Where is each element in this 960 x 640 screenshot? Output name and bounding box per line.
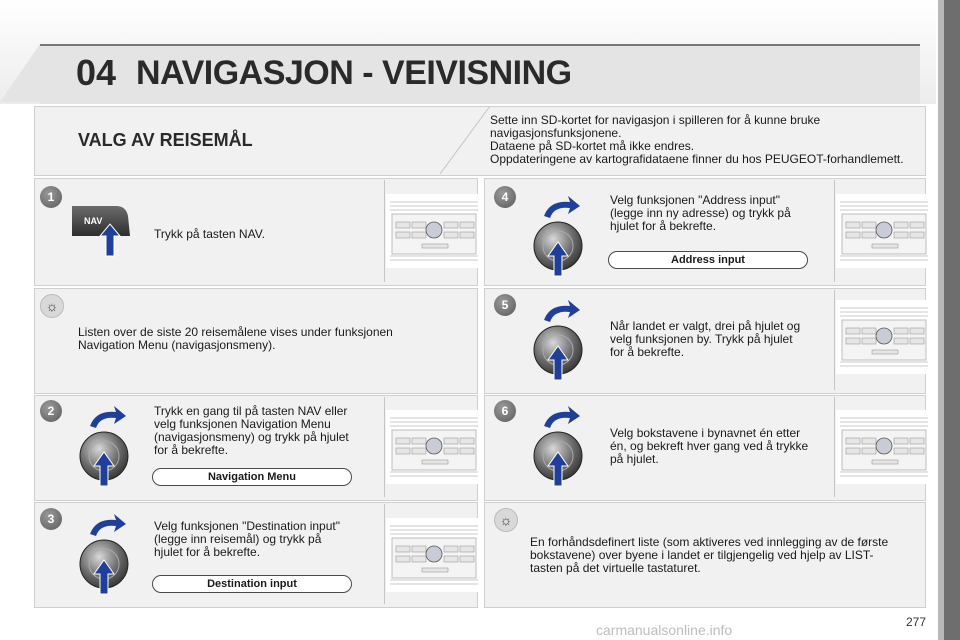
right-edge-stripe [944,0,960,640]
text-line: bokstavene) over byene i landet er tilgjengelig ved hjelp av LIST- [530,548,874,562]
text-line: for å bekrefte. [154,443,229,457]
text-line: (legge inn ny adresse) og trykk på [610,206,791,220]
rotary-knob-icon [76,510,132,596]
radio-panel-thumbnail [836,194,932,268]
text-line: Navigation Menu (navigasjonsmeny). [78,338,276,352]
destination-input-label: Destination input [152,575,352,593]
step-3-divider [384,504,385,604]
rotary-knob-icon [530,402,586,488]
step-5-number: 5 [494,294,516,316]
step-5-divider [834,290,835,390]
step-2-divider [384,397,385,497]
intro-line: Dataene på SD-kortet må ikke endres. [490,139,695,153]
step-3-number: 3 [40,508,62,530]
radio-panel-thumbnail [386,518,482,592]
rotary-knob-icon [530,192,586,278]
address-input-label: Address input [608,251,808,269]
chapter-number: 04 [76,52,117,93]
text-line: velg funksjonen Navigation Menu [154,417,331,431]
step-2-text [154,405,380,457]
rotary-knob-icon [76,402,132,488]
step-4-number: 4 [494,186,516,208]
step-2-number: 2 [40,400,62,422]
step-1-number: 1 [40,186,62,208]
tip-2-bulb-icon: ☼ [494,508,518,532]
text-line: Velg funksjonen "Destination input" [154,519,340,533]
text-line: hjulet for å bekrefte. [154,545,261,559]
text-line: (navigasjonsmeny) og trykk på hjulet [154,430,349,444]
page-title: NAVIGASJON - VEIVISNING [136,54,572,92]
intro-line: Oppdateringene av kartografidataene finner du hos PEUGEOT-forhandlemett. [490,152,904,166]
text-line: Trykk på tasten NAV. [154,227,265,241]
watermark: carmanualsonline.info [596,622,733,638]
step-4-divider [834,180,835,282]
step-6-text [610,427,834,466]
text-line: hjulet for å bekrefte. [610,219,717,233]
text-line: Velg funksjonen "Address input" [610,193,780,207]
step-4-text [610,194,834,233]
tip-1-bulb-icon: ☼ [40,294,64,318]
text-line: Velg bokstavene i bynavnet én etter [610,426,801,440]
text-line: (legge inn reisemål) og trykk på [154,532,322,546]
text-line: Trykk en gang til på tasten NAV eller [154,404,348,418]
page-number: 277 [906,615,927,629]
intro-text [490,114,930,166]
text-line: Listen over de siste 20 reisemålene vises under funksjonen [78,325,393,339]
intro-line: navigasjonsfunksjonene. [490,126,622,140]
text-line: på hjulet. [610,452,659,466]
step-6-divider [834,397,835,497]
text-line: En forhåndsdefinert liste (som aktiveres ved innlegging av de første [530,535,889,549]
text-line: én, og bekreft hver gang ved å trykke [610,439,809,453]
step-6-number: 6 [494,400,516,422]
text-line: tasten på det virtuelle tastaturet. [530,561,701,575]
radio-panel-thumbnail [836,410,932,484]
tip-2-text [530,536,922,575]
radio-panel-thumbnail [386,194,482,268]
rotary-knob-icon [530,296,586,382]
section-title: VALG AV REISEMÅL [78,130,253,150]
step-3-text [154,520,380,559]
intro-line: Sette inn SD-kortet for navigasjon i spilleren for å kunne bruke [490,113,821,127]
text-line: Når landet er valgt, drei på hjulet og [610,319,801,333]
step-1-divider [384,180,385,282]
navigation-menu-label: Navigation Menu [152,468,352,486]
tip-1-text [78,326,468,352]
step-5-text [610,320,834,359]
nav-key-label: NAV [84,216,103,226]
text-line: velg funksjonen by. Trykk på hjulet [610,332,793,346]
text-line: for å bekrefte. [610,345,685,359]
radio-panel-thumbnail [836,300,932,374]
radio-panel-thumbnail [386,410,482,484]
intro-panel-divider [440,106,490,174]
step-1-text [154,228,374,241]
nav-key-icon [70,196,142,258]
